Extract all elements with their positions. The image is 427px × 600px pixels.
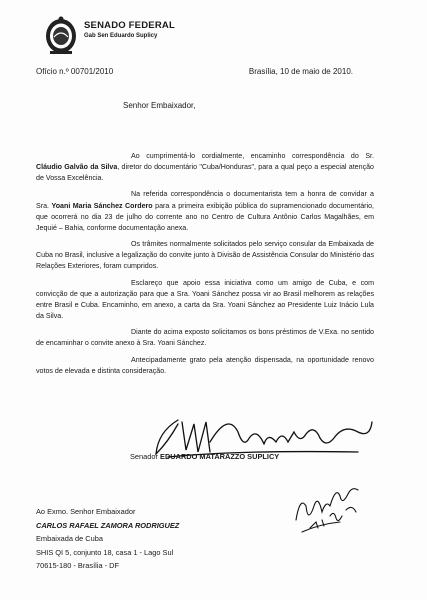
coat-of-arms-icon: [44, 16, 78, 56]
paragraph: Antecipadamente grato pela atenção dispensada, na oportunidade renovo votos de elevada e distinta consideração.: [36, 355, 374, 375]
recipient-address: [36, 505, 179, 573]
letter-body: [36, 151, 374, 382]
paragraph: Diante do acima exposto solicitamos os bons préstimos de V.Exa. no sentido de encaminhar o convite anexo à Sra. Yoani Sánchez.: [36, 328, 374, 348]
address-line: Embaixada de Cuba: [36, 534, 103, 544]
letterhead-text: [84, 20, 175, 39]
org-name: SENADO FEDERAL: [84, 20, 175, 31]
salutation: Senhor Embaixador,: [123, 101, 196, 110]
address-line: SHIS QI 5, conjunto 18, casa 1 - Lago Sul: [36, 547, 174, 557]
paragraph: Os trâmites normalmente solicitados pelo serviço consular da Embaixada de Cuba no Brasil, inclusive a legalização do convite junto à Divisão de Assistência Consular do Ministério das Relações Exteriores, foram cumpridos.: [36, 240, 374, 271]
signatory-title: Senador: [130, 452, 158, 461]
office-name: Gab Sen Eduardo Suplicy: [84, 33, 158, 39]
letter-number: Ofício n.º 00701/2010: [36, 67, 114, 76]
paragraph: Na referida correspondência o documentarista tem a honra de convidar a Sra. Yoani Maria Sánchez Cordero para a primeira exibição pública do supramencionado documentário, que ocorrerá no dia 23 de julho do corrente ano no Centro de Cultura Antônio Carlos Magalhães, em Jequié – Bahia, conforme documentação anexa.: [36, 190, 374, 232]
handwritten-signature: [148, 402, 378, 472]
recipient-name: CARLOS RAFAEL ZAMORA RODRIGUEZ: [36, 520, 180, 530]
address-line: 70615-180 - Brasília - DF: [36, 561, 119, 571]
paragraph: Esclareço que apoio essa iniciativa como um amigo de Cuba, e com convicção de que a autorização para que a Sra. Yoani Sánchez possa vir ao Brasil melhorem as relações entre Brasil e Cuba. Encaminho, em anexo, a carta da Sra. Yoani Sánchez ao Presidente Luiz Inácio Lula da Silva.: [36, 278, 374, 321]
place-date: Brasília, 10 de maio de 2010.: [248, 67, 353, 76]
reference-line: [36, 67, 353, 76]
address-line: Ao Exmo. Senhor Embaixador: [36, 507, 136, 516]
signatory-name: EDUARDO MATARAZZO SUPLICY: [160, 452, 280, 461]
handwritten-initials: [290, 476, 370, 536]
bold-name: Yoani Maria Sánchez Cordero: [51, 201, 153, 210]
signatory: [130, 452, 279, 461]
bold-name: Cláudio Galvão da Silva: [36, 163, 118, 172]
paragraph: Ao cumprimentá-lo cordialmente, encaminho correspondência do Sr. Cláudio Galvão da Silva, diretor do documentário "Cuba/Honduras", para a qual peço a especial atenção de Vossa Excelência.: [36, 152, 375, 183]
